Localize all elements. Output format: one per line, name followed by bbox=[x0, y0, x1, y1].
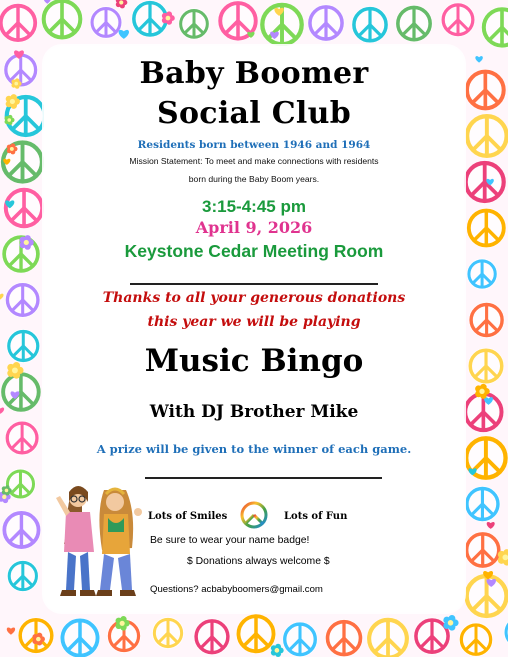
peace-sign-icon bbox=[6, 329, 40, 363]
badge-reminder: Be sure to wear your name badge! bbox=[150, 535, 310, 546]
subtitle: Residents born between 1946 and 1964 bbox=[137, 139, 371, 151]
event-date: April 9, 2026 bbox=[195, 218, 313, 237]
questions-contact: Questions? acbabyboomers@gmail.com bbox=[150, 584, 323, 595]
peace-sign-icon bbox=[0, 3, 38, 42]
thanks-line-2: this year we will be playing bbox=[147, 314, 361, 330]
fun-text: Lots of Fun bbox=[284, 511, 348, 522]
peace-sign-icon bbox=[1, 372, 42, 413]
peace-sign-icon bbox=[464, 69, 506, 111]
peace-sign-icon bbox=[194, 618, 231, 655]
peace-sign-icon bbox=[464, 486, 500, 522]
peace-sign-icon bbox=[5, 282, 41, 318]
peace-sign-icon bbox=[464, 531, 501, 568]
mission-line-1: Mission Statement: To meet and make connections with residents bbox=[129, 156, 379, 166]
peace-sign-icon bbox=[459, 622, 493, 656]
peace-sign-icon bbox=[5, 421, 40, 456]
peace-sign-icon bbox=[395, 5, 432, 42]
peace-sign-icon bbox=[239, 500, 269, 530]
donations-note: $ Donations always welcome $ bbox=[187, 556, 330, 567]
peace-sign-icon bbox=[466, 208, 506, 248]
peace-sign-icon bbox=[152, 617, 184, 649]
peace-sign-icon bbox=[307, 4, 344, 41]
host-line: With DJ Brother Mike bbox=[149, 402, 359, 422]
peace-sign-icon bbox=[60, 618, 100, 657]
peace-sign-icon bbox=[463, 160, 506, 203]
peace-sign-icon bbox=[466, 258, 497, 289]
divider-bottom bbox=[145, 477, 382, 479]
peace-sign-icon bbox=[282, 622, 318, 657]
event-time: 3:15-4:45 pm bbox=[202, 197, 306, 216]
peace-sign-icon bbox=[325, 619, 363, 657]
peace-sign-icon bbox=[2, 510, 41, 549]
peace-sign-icon bbox=[236, 614, 276, 654]
thanks-line-1: Thanks to all your generous donations bbox=[102, 290, 406, 306]
mission-line-2: born during the Baby Boom years. bbox=[188, 174, 320, 184]
peace-sign-icon bbox=[178, 8, 210, 40]
hippie-couple-illustration bbox=[52, 472, 148, 602]
peace-sign-icon bbox=[7, 560, 39, 592]
peace-sign-icon bbox=[464, 436, 508, 480]
smiles-text: Lots of Smiles bbox=[148, 511, 228, 522]
title-line-1: Baby Boomer bbox=[139, 56, 369, 91]
flower-icon bbox=[498, 549, 508, 565]
prize-line: A prize will be given to the winner of each game. bbox=[96, 442, 412, 456]
peace-sign-icon bbox=[469, 302, 505, 338]
peace-sign-icon bbox=[351, 6, 388, 43]
title-line-2: Social Club bbox=[157, 96, 351, 131]
peace-sign-icon bbox=[41, 0, 83, 40]
peace-sign-icon bbox=[465, 114, 508, 159]
event-location: Keystone Cedar Meeting Room bbox=[124, 241, 384, 261]
divider-top bbox=[130, 283, 378, 285]
peace-sign-icon bbox=[464, 574, 508, 619]
peace-sign-icon bbox=[468, 348, 505, 385]
peace-sign-icon bbox=[90, 6, 123, 39]
event-name: Music Bingo bbox=[144, 343, 364, 379]
peace-sign-icon bbox=[441, 2, 476, 37]
